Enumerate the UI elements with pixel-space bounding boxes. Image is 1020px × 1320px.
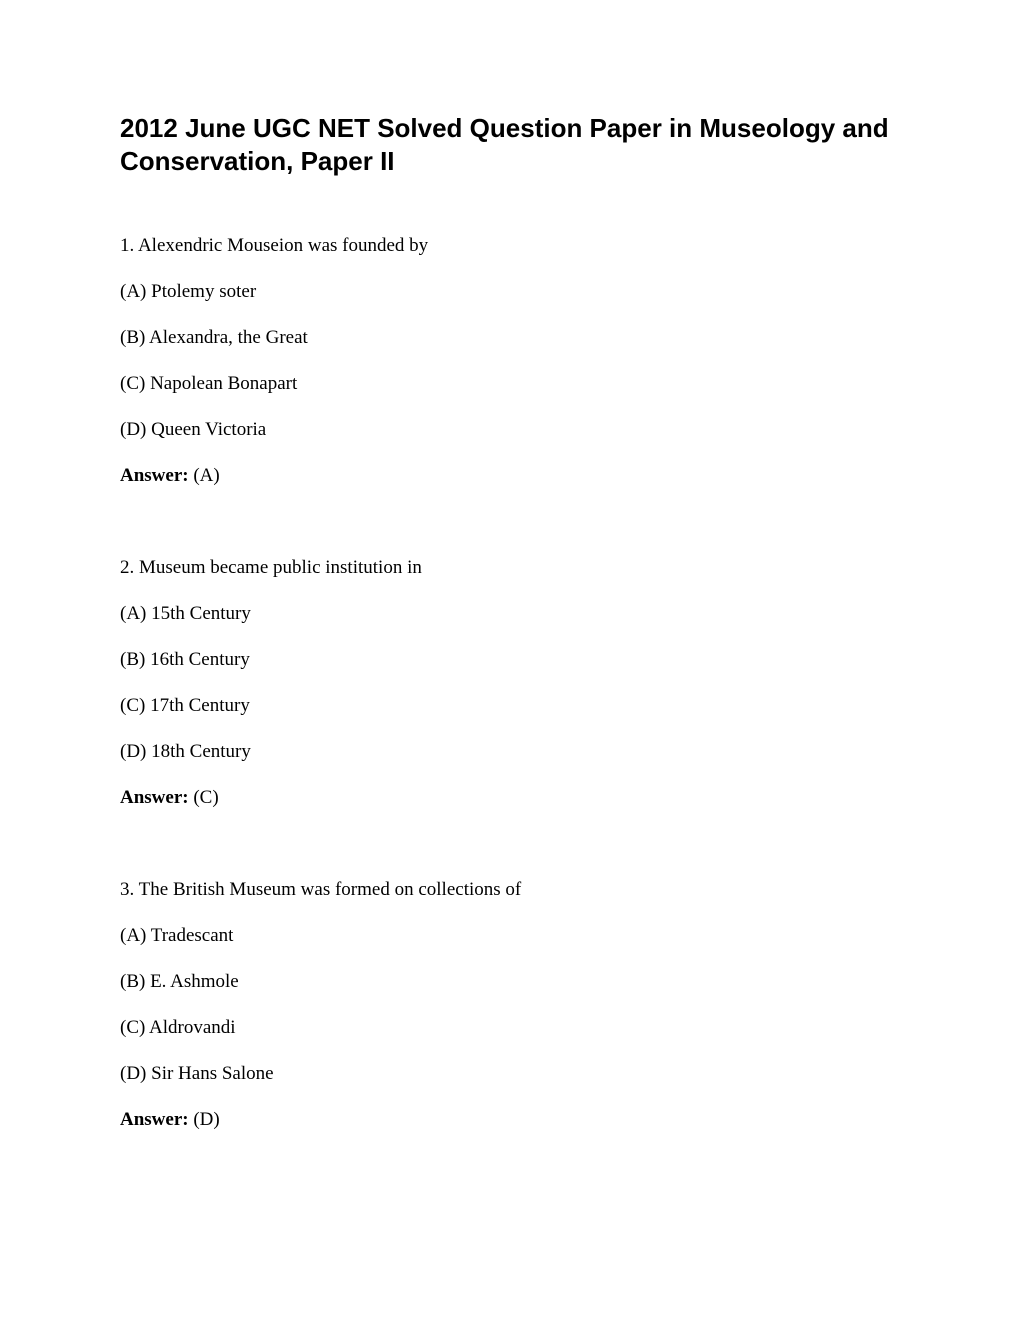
option-item: (C) Aldrovandi	[120, 1017, 236, 1038]
question-block	[120, 556, 900, 809]
answer-value: (D)	[193, 1109, 220, 1130]
question-block	[120, 234, 900, 487]
option-item: (B) E. Ashmole	[120, 971, 239, 992]
answer-label: Answer:	[120, 787, 189, 808]
option-item: (D) 18th Century	[120, 741, 251, 762]
option-item: (D) Sir Hans Salone	[120, 1063, 274, 1084]
answer-value: (A)	[193, 465, 220, 486]
answer-value: (C)	[193, 787, 219, 808]
answer-line	[120, 786, 900, 809]
option-item: (C) 17th Century	[120, 695, 250, 716]
question-text: 1. Alexendric Mouseion was founded by	[120, 235, 429, 256]
question-text: 3. The British Museum was formed on collections of	[120, 879, 522, 900]
option-item: (B) Alexandra, the Great	[120, 327, 308, 348]
option-item: (D) Queen Victoria	[120, 419, 267, 440]
answer-label: Answer:	[120, 465, 189, 486]
option-item: (C) Napolean Bonapart	[120, 373, 298, 394]
question-text: 2. Museum became public institution in	[120, 557, 422, 578]
answer-line	[120, 464, 900, 487]
option-item: (A) Tradescant	[120, 925, 234, 946]
option-item: (A) 15th Century	[120, 603, 251, 624]
option-item: (B) 16th Century	[120, 649, 250, 670]
answer-label: Answer:	[120, 1109, 189, 1130]
option-item: (A) Ptolemy soter	[120, 281, 257, 302]
question-block	[120, 878, 900, 1131]
page-title: 2012 June UGC NET Solved Question Paper in Museology and Conservation, Paper II	[120, 113, 889, 176]
answer-line	[120, 1108, 900, 1131]
